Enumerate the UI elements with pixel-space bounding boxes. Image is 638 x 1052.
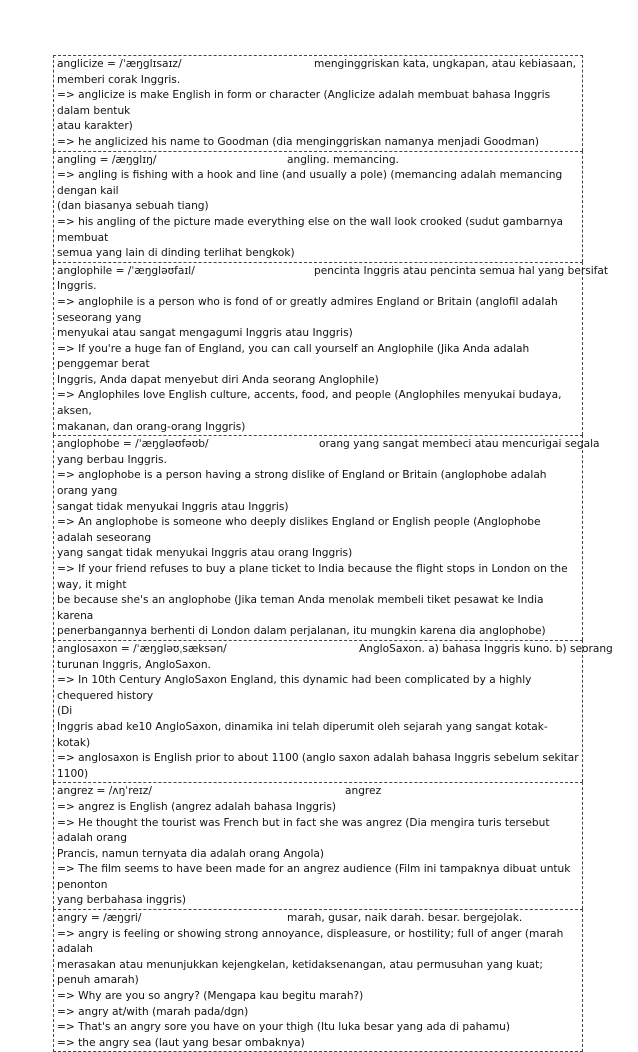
example-line: => In 10th Century AngloSaxon England, this dynamic had been complicated by a highly chequered history (57, 674, 532, 702)
entry-headline (57, 911, 579, 927)
entry-definition: pencinta Inggris atau pencinta semua hal yang bersifat (314, 264, 609, 277)
entry-definition: angling. memancing. (287, 153, 399, 166)
entry-definition: menginggriskan kata, ungkapan, atau kebiasaan, (314, 58, 577, 70)
entry-headline (57, 153, 579, 169)
example-line: yang sangat tidak menyukai Inggris atau orang Inggris) (57, 547, 353, 560)
example-line: => anglophobe is a person having a strong dislike of England or Britain (anglophobe adalah orang yang (57, 469, 547, 498)
entry-term: angrez = /ʌŋˈreɪz/ (57, 785, 152, 798)
example-line: penerbangannya berhenti di London dalam perjalanan, itu mungkin karena dia anglophobe) (57, 625, 546, 638)
example-line: => He thought the tourist was French but in fact she was angrez (Dia mengira turis tersebut adalah orang (57, 816, 550, 845)
example-line: => the angry sea (laut yang besar ombaknya) (57, 1036, 305, 1049)
example-line: Inggris abad ke10 AngloSaxon, dinamika ini telah diperumit oleh sejarah yang sangat kotak-kotak) (57, 720, 548, 749)
example-line: yang berbahasa inggris) (57, 894, 187, 907)
dictionary-page (53, 55, 613, 1052)
example-line: => Anglophiles love English culture, accents, food, and people (Anglophiles menyukai budaya, aksen, (57, 389, 562, 418)
example-line: atau karakter) (57, 120, 133, 133)
example-line: merasakan atau menunjukkan kejengkelan, ketidaksenangan, atau permusuhan yang kuat; penuh amarah) (57, 958, 543, 987)
entry-definition-continued: memberi corak Inggris. (57, 73, 181, 86)
example-line: (dan biasanya sebuah tiang) (57, 200, 209, 213)
example-line: => anglophile is a person who is fond of or greatly admires England or Britain (anglofil adalah seseorang yang (57, 295, 558, 324)
entry-definition-continued: turunan Inggris, AngloSaxon. (57, 658, 211, 671)
dictionary-entry (53, 782, 583, 909)
example-line: (Di (57, 705, 73, 718)
entry-headline (57, 57, 579, 73)
dictionary-entry (53, 909, 583, 1052)
entry-definition: AngloSaxon. a) bahasa Inggris kuno. b) seorang (359, 642, 613, 655)
dictionary-entry (53, 262, 609, 436)
entry-definition-continued: Inggris. (57, 280, 97, 293)
dictionary-entry (53, 55, 583, 151)
entry-definition: orang yang sangat membeci atau mencurigai segala (319, 438, 600, 451)
entry-term: angling = /æŋglɪŋ/ (57, 153, 157, 166)
entry-term: anglophobe = /ˈæŋgləʊfəʊb/ (57, 438, 209, 451)
dictionary-entry (53, 435, 600, 640)
example-line: => angry at/with (marah pada/dgn) (57, 1005, 249, 1018)
example-line: => An anglophobe is someone who deeply dislikes England or English people (Anglophobe adalah seseorang (57, 516, 541, 544)
example-line: => angry is feeling or showing strong annoyance, displeasure, or hostility; full of anger (marah adalah (57, 927, 564, 956)
example-line: => his angling of the picture made everything else on the wall look crooked (sudut gambarnya membuat (57, 215, 563, 244)
example-line: => he anglicized his name to Goodman (dia menginggriskan namanya menjadi Goodman) (57, 135, 540, 148)
example-line: => anglicize is make English in form or character (Anglicize adalah membuat bahasa Inggris dalam bentuk (57, 89, 551, 117)
dictionary-entry (53, 151, 583, 262)
entry-term: angry = /æŋgri/ (57, 912, 142, 925)
example-line: => angrez is English (angrez adalah bahasa Inggris) (57, 800, 336, 813)
example-line: => The film seems to have been made for an angrez audience (Film ini tampaknya dibuat untuk penonton (57, 863, 571, 891)
example-line: => angling is fishing with a hook and line (and usually a pole) (memancing adalah memancing dengan kail (57, 169, 563, 197)
example-line: => If your friend refuses to buy a plane ticket to India because the flight stops in London on the way, it might (57, 563, 568, 591)
entry-headline (57, 437, 600, 453)
example-line: Prancis, namun ternyata dia adalah orang Angola) (57, 847, 325, 860)
dictionary-entry (53, 640, 613, 782)
entry-definition-continued: yang berbau Inggris. (57, 453, 167, 466)
entry-term: anglicize = /ˈæŋglɪsaɪz/ (57, 58, 182, 70)
example-line: menyukai atau sangat mengagumi Inggris atau Inggris) (57, 327, 353, 340)
example-line: makanan, dan orang-orang Inggris) (57, 420, 246, 433)
entry-headline (57, 784, 579, 800)
example-line: => That's an angry sore you have on your thigh (Itu luka besar yang ada di pahamu) (57, 1021, 511, 1034)
entry-term: anglosaxon = /ˈæŋgləʊˌsæksən/ (57, 642, 227, 655)
entry-headline (57, 264, 609, 280)
entry-definition: marah, gusar, naik darah. besar. bergejolak. (287, 912, 523, 925)
example-line: => anglosaxon is English prior to about 1100 (anglo saxon adalah bahasa Inggris sebelum sekitar 1100) (57, 752, 579, 780)
example-line: be because she's an anglophobe (Jika teman Anda menolak membeli tiket pesawat ke India karena (57, 594, 544, 622)
example-line: => If you're a huge fan of England, you can call yourself an Anglophile (Jika Anda adalah penggemar berat (57, 342, 530, 371)
example-line: semua yang lain di dinding terlihat bengkok) (57, 247, 295, 260)
example-line: sangat tidak menyukai Inggris atau Inggris) (57, 500, 289, 513)
entry-headline (57, 642, 613, 658)
example-line: Inggris, Anda dapat menyebut diri Anda seorang Anglophile) (57, 373, 379, 386)
example-line: => Why are you so angry? (Mengapa kau begitu marah?) (57, 990, 364, 1003)
entry-term: anglophile = /ˈæŋgləʊfaɪl/ (57, 264, 195, 277)
entry-definition: angrez (345, 785, 382, 798)
